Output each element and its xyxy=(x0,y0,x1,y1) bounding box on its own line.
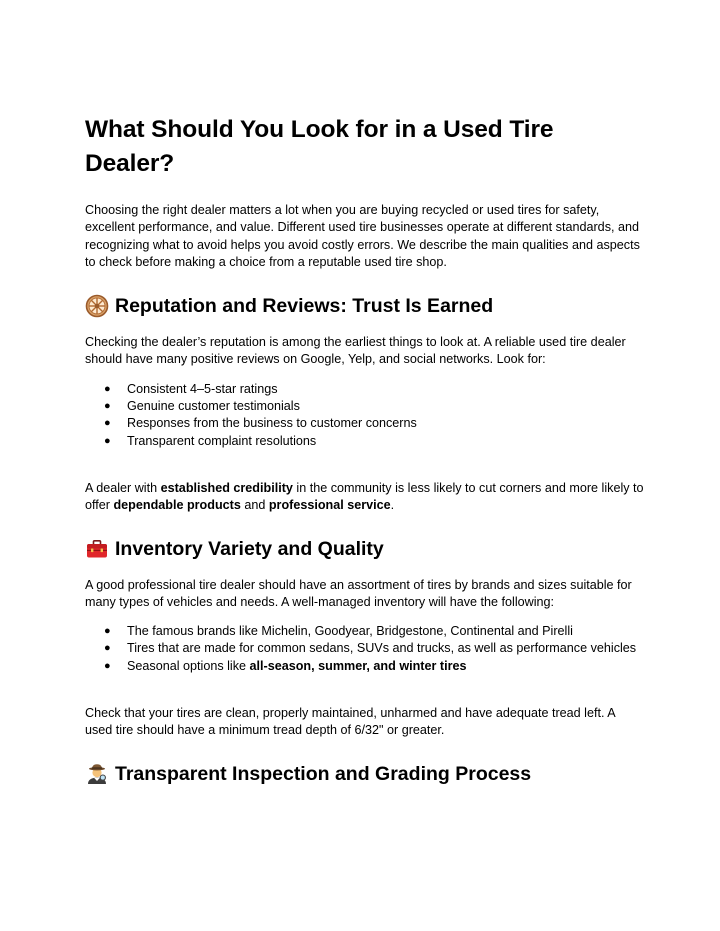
section-closing: Check that your tires are clean, properly maintained, unharmed and have adequate tread left. A used tire should have a minimum tread depth of 6/32" or greater. xyxy=(85,706,615,738)
document-page xyxy=(85,113,645,787)
bullet-icon: ● xyxy=(104,659,111,672)
intro-paragraph: Choosing the right dealer matters a lot when you are buying recycled or used tires for safety, excellent performance, and value. Different used tire businesses operate at different standards, and recognizing what to avoid helps you avoid costly errors. We describe the main qualities and aspects to check before making a choice from a reputable used tire shop. xyxy=(85,203,640,269)
list-item: ● Consistent 4–5-star ratings xyxy=(85,381,645,398)
section-closing: A dealer with established credibility in the community is less likely to cut corners and more likely to offer dependable products and professional service. xyxy=(85,480,644,513)
section-heading-inspection xyxy=(85,761,645,787)
page-title: What Should You Look for in a Used Tire Dealer? xyxy=(85,116,554,177)
reputation-list xyxy=(85,381,645,450)
list-item: ● Transparent complaint resolutions xyxy=(85,433,645,450)
section-heading-text: Reputation and Reviews: Trust Is Earned xyxy=(115,295,494,318)
bullet-icon: ● xyxy=(104,625,111,638)
section-lead: A good professional tire dealer should have an assortment of tires by brands and sizes suitable for many types of vehicles and needs. A well-managed inventory will have the following: xyxy=(85,577,632,609)
inventory-list xyxy=(85,623,645,675)
section-heading-text: Transparent Inspection and Grading Process xyxy=(115,762,532,785)
bullet-icon: ● xyxy=(104,382,111,395)
section-heading-text: Inventory Variety and Quality xyxy=(115,537,384,560)
toolbox-icon xyxy=(85,537,109,561)
bullet-icon: ● xyxy=(104,642,111,655)
list-item: ● Genuine customer testimonials xyxy=(85,398,645,415)
list-item: ● Responses from the business to customer concerns xyxy=(85,415,645,432)
section-lead: Checking the dealer’s reputation is among the earliest things to look at. A reliable used tire dealer should have many positive reviews on Google, Yelp, and social networks. Look for: xyxy=(85,335,626,367)
list-item: ● Seasonal options like all-season, summer, and winter tires xyxy=(85,658,645,675)
bullet-icon: ● xyxy=(104,417,111,430)
section-heading-reputation xyxy=(85,293,645,319)
bullet-icon: ● xyxy=(104,434,111,447)
list-item: ● The famous brands like Michelin, Goodyear, Bridgestone, Continental and Pirelli xyxy=(85,623,645,640)
bullet-icon: ● xyxy=(104,400,111,413)
detective-icon xyxy=(85,762,109,786)
section-heading-inventory xyxy=(85,536,645,562)
wheel-icon xyxy=(85,294,109,318)
list-item: ● Tires that are made for common sedans, SUVs and trucks, as well as performance vehicles xyxy=(85,640,645,657)
